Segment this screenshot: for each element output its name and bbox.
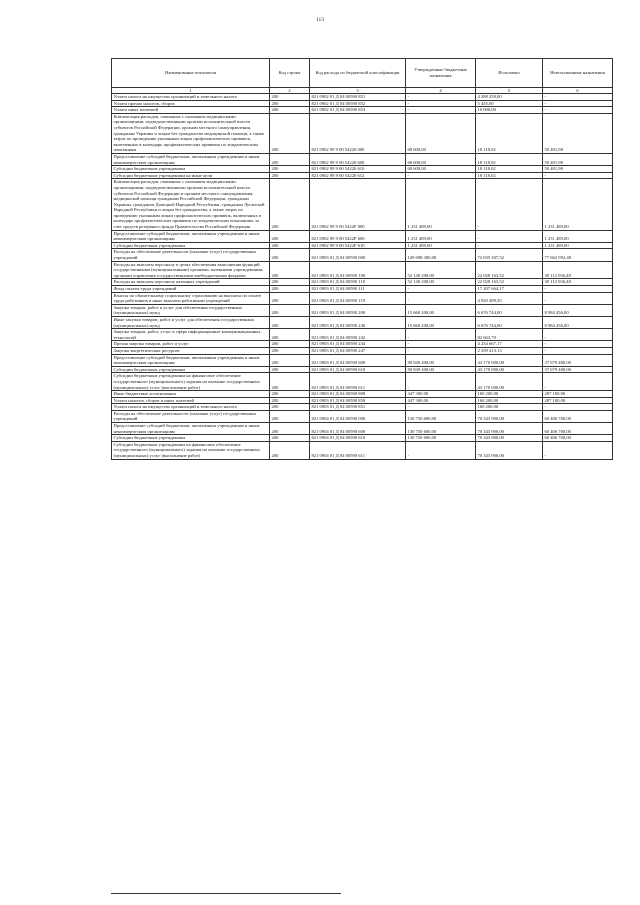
- row-line-code: 200: [270, 304, 310, 316]
- row-unexecuted-amount: 1 231 489,00: [543, 230, 613, 242]
- row-executed-amount: 70 343 900,00: [476, 410, 543, 422]
- row-approved-amount: -: [406, 341, 476, 348]
- row-executed-amount: 160 200,00: [476, 391, 543, 398]
- row-budget-code: 821 0904 01 Д 04 00590 000: [310, 410, 406, 422]
- row-indicator-name: Расходы на обеспечение деятельности (оказание услуг) государственных учреждений: [112, 410, 270, 422]
- header-approved-appropriations: Утвержденные бюджетные назначения: [406, 59, 476, 88]
- row-unexecuted-amount: -: [543, 94, 613, 101]
- table-row: [112, 441, 613, 459]
- row-approved-amount: 149 698 300,00: [406, 249, 476, 261]
- row-approved-amount: 1 231 489,00: [406, 230, 476, 242]
- row-approved-amount: 80 849 400,00: [406, 366, 476, 373]
- row-indicator-name: Предоставление субсидий бюджетным, автономным учреждениям и иным некоммерческим организациям: [112, 153, 270, 165]
- row-executed-amount: 70 343 900,00: [476, 435, 543, 442]
- row-budget-code: 821 0902 99 9 00 5422F 610: [310, 242, 406, 249]
- row-budget-code: 821 0903 01 Д 04 00590 119: [310, 292, 406, 304]
- page-number: 113: [315, 17, 325, 23]
- row-indicator-name: Уплата иных платежей: [112, 107, 270, 114]
- row-unexecuted-amount: 50 481,98: [543, 113, 613, 153]
- row-executed-amount: 160 200,00: [476, 397, 543, 404]
- row-indicator-name: Расходы на выплаты персоналу казенных учреждений: [112, 279, 270, 286]
- row-budget-code: 821 0902 99 9 00 54220 600: [310, 153, 406, 165]
- row-approved-amount: 15 660 200,00: [406, 304, 476, 316]
- row-line-code: 200: [270, 113, 310, 153]
- row-executed-amount: 10 000,00: [476, 107, 543, 114]
- table-row: [112, 249, 613, 261]
- row-budget-code: 821 0903 01 Д 04 00590 000: [310, 249, 406, 261]
- row-approved-amount: 1 231 489,00: [406, 242, 476, 249]
- row-executed-amount: 6 676 744,00: [476, 304, 543, 316]
- row-line-code: 200: [270, 316, 310, 328]
- row-line-code: 200: [270, 172, 310, 179]
- column-number: 2: [270, 88, 310, 94]
- row-unexecuted-amount: 1 231 489,00: [543, 179, 613, 230]
- table-row: [112, 397, 613, 404]
- row-line-code: 200: [270, 397, 310, 404]
- row-budget-code: 821 0903 01 Д 04 00590 247: [310, 347, 406, 354]
- row-line-code: 200: [270, 404, 310, 411]
- row-line-code: 200: [270, 286, 310, 293]
- table-body: [112, 94, 613, 460]
- row-approved-amount: 52 140 200,00: [406, 279, 476, 286]
- row-executed-amount: 2 359 413,13: [476, 347, 543, 354]
- column-number: 6: [543, 88, 613, 94]
- column-number: 3: [310, 88, 406, 94]
- row-budget-code: 821 0904 01 Д 04 00590 600: [310, 423, 406, 435]
- row-unexecuted-amount: 287 100,00: [543, 397, 613, 404]
- row-indicator-name: Закупка товаров, работ и услуг для обеспечения государственных (муниципальных) нужд: [112, 304, 270, 316]
- row-executed-amount: 70 343 900,00: [476, 423, 543, 435]
- row-line-code: 200: [270, 279, 310, 286]
- row-indicator-name: Уплата налога на имущество организаций и земельного налога: [112, 94, 270, 101]
- row-unexecuted-amount: -: [543, 441, 613, 459]
- row-approved-amount: 447 300,00: [406, 397, 476, 404]
- row-budget-code: 821 0903 01 Д 04 00590 200: [310, 304, 406, 316]
- row-indicator-name: Уплата налогов, сборов и иных платежей: [112, 397, 270, 404]
- row-indicator-name: Расходы на выплаты персоналу в целях обеспечения выполнения функций государственными (муниципальными) органами, казенными учреждениями, органами управления государственными внебюджетными фондами: [112, 261, 270, 279]
- row-approved-amount: 68 600,00: [406, 166, 476, 173]
- table-row: [112, 354, 613, 366]
- table-row: [112, 279, 613, 286]
- row-unexecuted-amount: -: [543, 404, 613, 411]
- row-indicator-name: Уплата налога на имущество организаций и земельного налога: [112, 404, 270, 411]
- row-budget-code: 821 0903 01 Д 04 00590 242: [310, 329, 406, 341]
- row-executed-amount: 82 663,70: [476, 329, 543, 341]
- row-executed-amount: 4 820 499,35: [476, 292, 543, 304]
- row-approved-amount: -: [406, 373, 476, 391]
- row-indicator-name: Фонд оплаты труда учреждений: [112, 286, 270, 293]
- row-approved-amount: 447 300,00: [406, 391, 476, 398]
- row-line-code: 200: [270, 423, 310, 435]
- row-approved-amount: -: [406, 347, 476, 354]
- row-executed-amount: 18 118,02: [476, 153, 543, 165]
- table-row: [112, 230, 613, 242]
- table-row: [112, 404, 613, 411]
- row-unexecuted-amount: -: [543, 292, 613, 304]
- row-executed-amount: 5 455,00: [476, 100, 543, 107]
- row-approved-amount: -: [406, 172, 476, 179]
- table-row: [112, 286, 613, 293]
- row-executed-amount: 6 676 744,00: [476, 316, 543, 328]
- row-executed-amount: 43 170 000,00: [476, 354, 543, 366]
- row-indicator-name: Субсидии бюджетным учреждениям: [112, 435, 270, 442]
- row-budget-code: 821 0902 99 9 00 5422F 000: [310, 179, 406, 230]
- table-row: [112, 261, 613, 279]
- column-number: 5: [476, 88, 543, 94]
- row-indicator-name: Субсидии бюджетным учреждениям: [112, 166, 270, 173]
- row-executed-amount: 70 343 900,00: [476, 441, 543, 459]
- row-budget-code: 821 0902 99 9 00 54220 612: [310, 172, 406, 179]
- row-budget-code: 821 0903 01 Д 04 00590 240: [310, 316, 406, 328]
- row-approved-amount: 68 600,00: [406, 153, 476, 165]
- row-line-code: 200: [270, 329, 310, 341]
- table-row: [112, 292, 613, 304]
- row-unexecuted-amount: -: [543, 286, 613, 293]
- row-executed-amount: 43 170 000,00: [476, 366, 543, 373]
- row-indicator-name: Субсидии бюджетным учреждениям на финансовое обеспечение государственного (муниципального) задания на оказание государственных (муниципальных) услуг (выполнение работ): [112, 441, 270, 459]
- row-unexecuted-amount: 50 481,98: [543, 153, 613, 165]
- table-row: [112, 373, 613, 391]
- row-approved-amount: -: [406, 94, 476, 101]
- row-unexecuted-amount: -: [543, 329, 613, 341]
- row-indicator-name: Прочая закупка товаров, работ и услуг: [112, 341, 270, 348]
- header-indicator-name: Наименование показателя: [112, 59, 270, 88]
- row-unexecuted-amount: -: [543, 347, 613, 354]
- row-budget-code: 821 0902 99 9 00 54220 610: [310, 166, 406, 173]
- table-row: [112, 94, 613, 101]
- row-unexecuted-amount: 60 406 700,00: [543, 423, 613, 435]
- row-budget-code: 821 0902 01 Д 04 00590 853: [310, 107, 406, 114]
- row-line-code: 200: [270, 230, 310, 242]
- row-budget-code: 821 0902 99 9 00 54220 000: [310, 113, 406, 153]
- row-unexecuted-amount: 287 100,00: [543, 391, 613, 398]
- row-budget-code: 821 0903 01 Д 04 00590 110: [310, 279, 406, 286]
- row-approved-amount: -: [406, 107, 476, 114]
- row-line-code: 200: [270, 435, 310, 442]
- table-row: [112, 107, 613, 114]
- row-line-code: 200: [270, 292, 310, 304]
- header-line-code: Код строки: [270, 59, 310, 88]
- table-row: [112, 153, 613, 165]
- table-row: [112, 410, 613, 422]
- row-unexecuted-amount: -: [543, 100, 613, 107]
- row-budget-code: 821 0903 01 Д 04 00590 611: [310, 373, 406, 391]
- row-indicator-name: Субсидии бюджетным учреждениям: [112, 366, 270, 373]
- row-indicator-name: Субсидии бюджетным учреждениям: [112, 242, 270, 249]
- table-row: [112, 179, 613, 230]
- row-approved-amount: -: [406, 292, 476, 304]
- row-budget-code: 821 0903 01 Д 04 00590 244: [310, 341, 406, 348]
- row-budget-code: 821 0902 01 Д 04 00590 851: [310, 94, 406, 101]
- row-line-code: 200: [270, 354, 310, 366]
- row-approved-amount: 68 600,00: [406, 113, 476, 153]
- table-row: [112, 391, 613, 398]
- row-line-code: 200: [270, 373, 310, 391]
- row-executed-amount: 4 234 667,17: [476, 341, 543, 348]
- row-unexecuted-amount: 60 406 700,00: [543, 435, 613, 442]
- header-unexecuted-appropriations: Неисполненные назначения: [543, 59, 613, 88]
- row-approved-amount: 1 231 489,00: [406, 179, 476, 230]
- row-budget-code: 821 0903 01 Д 04 00590 610: [310, 366, 406, 373]
- row-executed-amount: 18 118,02: [476, 113, 543, 153]
- row-unexecuted-amount: -: [543, 172, 613, 179]
- row-line-code: 200: [270, 100, 310, 107]
- row-budget-code: 821 0903 01 Д 04 00590 111: [310, 286, 406, 293]
- row-approved-amount: 80 849 400,00: [406, 354, 476, 366]
- table-row: [112, 366, 613, 373]
- row-indicator-name: Иные закупки товаров, работ и услуг для обеспечения государственных (муниципальных) нужд: [112, 316, 270, 328]
- row-budget-code: 821 0903 01 Д 04 00590 600: [310, 354, 406, 366]
- row-indicator-name: Взносы по обязательному социальному страхованию на выплаты по оплате труда работников и иные выплаты работникам учреждений: [112, 292, 270, 304]
- row-budget-code: 821 0903 01 Д 04 00590 800: [310, 391, 406, 398]
- footer-divider: [111, 893, 341, 894]
- row-unexecuted-amount: 37 679 400,00: [543, 366, 613, 373]
- header-row: [112, 59, 613, 88]
- row-line-code: 200: [270, 366, 310, 373]
- row-unexecuted-amount: 30 112 036,48: [543, 279, 613, 286]
- row-indicator-name: Закупка товаров, работ, услуг в сфере информационно-коммуникационных технологий: [112, 329, 270, 341]
- row-indicator-name: Компенсация расходов, связанных с оказанием медицинскими организациями, подведомственными органам исполнительной власти субъектов Российской Федерации, органам местного самоуправления, гражданам Украины и лицам без гражданства медицинской помощи, а также затрат по проведению указанным лицам профилактических прививок, включенных в календарь профилактических прививок по эпидемическим показаниям: [112, 113, 270, 153]
- row-budget-code: 821 0902 99 9 00 5422F 600: [310, 230, 406, 242]
- row-indicator-name: Иные бюджетные ассигнования: [112, 391, 270, 398]
- row-executed-amount: 43 170 000,00: [476, 373, 543, 391]
- row-executed-amount: 22 028 163,52: [476, 279, 543, 286]
- row-budget-code: 821 0903 01 Д 04 00590 100: [310, 261, 406, 279]
- row-budget-code: 821 0903 01 Д 04 00590 850: [310, 397, 406, 404]
- row-budget-code: 821 0903 01 Д 04 00590 851: [310, 404, 406, 411]
- budget-execution-table: [111, 58, 613, 460]
- row-executed-amount: 22 028 163,52: [476, 261, 543, 279]
- table-row: [112, 316, 613, 328]
- table-row: [112, 304, 613, 316]
- row-line-code: 200: [270, 153, 310, 165]
- row-unexecuted-amount: 60 406 700,00: [543, 410, 613, 422]
- row-indicator-name: Уплата прочих налогов, сборов: [112, 100, 270, 107]
- column-number: 1: [112, 88, 270, 94]
- row-unexecuted-amount: 77 662 992,48: [543, 249, 613, 261]
- row-indicator-name: Субсидии бюджетным учреждениям на иные цели: [112, 172, 270, 179]
- row-approved-amount: 130 750 600,00: [406, 435, 476, 442]
- row-unexecuted-amount: -: [543, 107, 613, 114]
- row-line-code: 200: [270, 391, 310, 398]
- row-approved-amount: -: [406, 329, 476, 341]
- row-unexecuted-amount: 1 231 489,00: [543, 242, 613, 249]
- row-executed-amount: -: [476, 230, 543, 242]
- row-unexecuted-amount: -: [543, 373, 613, 391]
- row-approved-amount: 130 750 600,00: [406, 423, 476, 435]
- row-approved-amount: -: [406, 100, 476, 107]
- table-row: [112, 242, 613, 249]
- table-row: [112, 341, 613, 348]
- row-executed-amount: -: [476, 179, 543, 230]
- table-row: [112, 166, 613, 173]
- row-line-code: 200: [270, 166, 310, 173]
- row-indicator-name: Закупка энергетических ресурсов: [112, 347, 270, 354]
- row-indicator-name: Компенсация расходов, связанных с оказанием медицинскими организациями, подведомственными органам исполнительной власти субъектов Российской Федерации и органам местного самоуправления, медицинской помощи гражданам Российской Федерации, гражданам Украины, гражданам Донецкой Народной Республики, гражданам Луганской Народной Республики и лицам без гражданства, а также затрат по проведению указанным лицам профилактических прививок, включенных в календарь профилактических прививок по эпидемическим показаниям, за счет средств резервного фонда Правительства Российской Федерации: [112, 179, 270, 230]
- row-approved-amount: -: [406, 286, 476, 293]
- row-budget-code: 821 0902 01 Д 04 00590 852: [310, 100, 406, 107]
- row-approved-amount: 130 750 600,00: [406, 410, 476, 422]
- row-executed-amount: 72 035 307,52: [476, 249, 543, 261]
- row-indicator-name: Субсидии бюджетным учреждениям на финансовое обеспечение государственного (муниципального) задания на оказание государственных (муниципальных) услуг (выполнение работ): [112, 373, 270, 391]
- row-line-code: 200: [270, 107, 310, 114]
- row-approved-amount: -: [406, 404, 476, 411]
- row-approved-amount: 15 660 200,00: [406, 316, 476, 328]
- row-approved-amount: -: [406, 441, 476, 459]
- table-row: [112, 329, 613, 341]
- table-row: [112, 423, 613, 435]
- row-unexecuted-amount: 8 984 456,00: [543, 304, 613, 316]
- row-indicator-name: Предоставление субсидий бюджетным, автономным учреждениям и иным некоммерческим организациям: [112, 423, 270, 435]
- row-unexecuted-amount: -: [543, 341, 613, 348]
- row-executed-amount: 4 288 259,00: [476, 94, 543, 101]
- row-executed-amount: -: [476, 242, 543, 249]
- table-row: [112, 435, 613, 442]
- row-unexecuted-amount: 37 679 400,00: [543, 354, 613, 366]
- row-unexecuted-amount: 30 112 036,48: [543, 261, 613, 279]
- table-row: [112, 100, 613, 107]
- table-row: [112, 172, 613, 179]
- row-executed-amount: 18 118,02: [476, 166, 543, 173]
- row-line-code: 200: [270, 249, 310, 261]
- header-budget-classification-code: Код расхода по бюджетной классификации: [310, 59, 406, 88]
- row-budget-code: 821 0904 01 Д 04 00590 611: [310, 441, 406, 459]
- row-budget-code: 821 0904 01 Д 04 00590 610: [310, 435, 406, 442]
- column-number: 4: [406, 88, 476, 94]
- row-line-code: 200: [270, 441, 310, 459]
- row-line-code: 200: [270, 179, 310, 230]
- row-indicator-name: Расходы на обеспечение деятельности (оказание услуг) государственных учреждений: [112, 249, 270, 261]
- row-executed-amount: 18 118,02: [476, 172, 543, 179]
- table-row: [112, 347, 613, 354]
- row-line-code: 200: [270, 94, 310, 101]
- row-indicator-name: Предоставление субсидий бюджетным, автономным учреждениям и иным некоммерческим организациям: [112, 230, 270, 242]
- row-unexecuted-amount: 8 984 456,00: [543, 316, 613, 328]
- row-line-code: 200: [270, 410, 310, 422]
- row-line-code: 200: [270, 341, 310, 348]
- header-executed: Исполнено: [476, 59, 543, 88]
- row-approved-amount: 52 140 200,00: [406, 261, 476, 279]
- row-executed-amount: 160 200,00: [476, 404, 543, 411]
- row-executed-amount: 17 207 664,17: [476, 286, 543, 293]
- table-row: [112, 113, 613, 153]
- row-line-code: 200: [270, 261, 310, 279]
- row-indicator-name: Предоставление субсидий бюджетным, автономным учреждениям и иным некоммерческим организациям: [112, 354, 270, 366]
- row-unexecuted-amount: 50 481,98: [543, 166, 613, 173]
- row-line-code: 200: [270, 347, 310, 354]
- row-line-code: 200: [270, 242, 310, 249]
